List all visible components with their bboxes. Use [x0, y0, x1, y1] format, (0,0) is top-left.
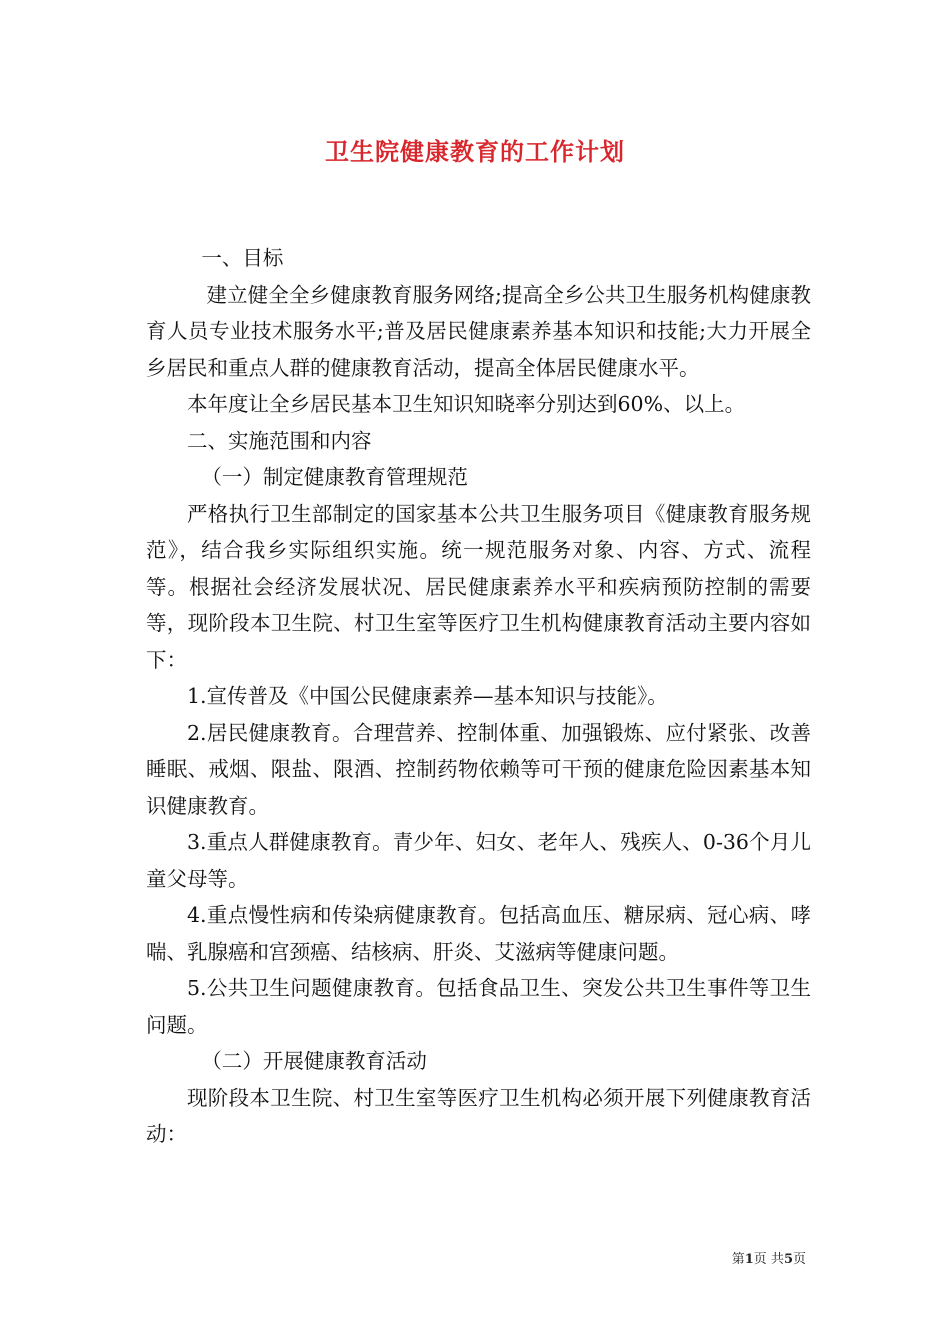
total-page-count: 5 [783, 1252, 793, 1267]
list-item-2: 2.居民健康教育。合理营养、控制体重、加强锻炼、应付紧张、改善睡眠、戒烟、限盐、限酒、控制药物依赖等可干预的健康危险因素基本知识健康教育。 [146, 720, 811, 818]
current-page-number: 1 [744, 1252, 754, 1267]
list-item-1: 1.宣传普及《中国公民健康素养—基本知识与技能》。 [187, 684, 668, 708]
footer-prefix: 第 [731, 1252, 745, 1267]
list-item-3: 3.重点人群健康教育。青少年、妇女、老年人、残疾人、0-36个月儿童父母等。 [146, 830, 811, 891]
document-title: 卫生院健康教育的工作计划 [325, 137, 625, 166]
list-item-5: 5.公共卫生问题健康教育。包括食品卫生、突发公共卫生事件等卫生问题。 [146, 976, 811, 1037]
footer-suffix: 页 [792, 1252, 806, 1267]
section-heading-scope: 二、实施范围和内容 [187, 428, 372, 453]
document-body [146, 240, 811, 1153]
paragraph-goals: 建立健全全乡健康教育服务网络;提高全乡公共卫生服务机构健康教育人员专业技术服务水平;普及居民健康素养基本知识和技能;大力开展全乡居民和重点人群的健康教育活动，提高全体居民健康水平。 [146, 282, 811, 380]
subsection-heading-standards: （一）制定健康教育管理规范 [201, 465, 468, 489]
paragraph-target-rate: 本年度让全乡居民基本卫生知识知晓率分别达到60%、以上。 [187, 392, 746, 416]
subsection-heading-activities: （二）开展健康教育活动 [201, 1049, 427, 1073]
section-heading-goals: 一、目标 [201, 246, 284, 270]
list-item-4: 4.重点慢性病和传染病健康教育。包括高血压、糖尿病、冠心病、哮喘、乳腺癌和宫颈癌、结核病、肝炎、艾滋病等健康问题。 [146, 903, 811, 964]
page-number-footer [0, 1248, 806, 1267]
footer-middle: 页 共 [753, 1252, 784, 1267]
paragraph-standards: 严格执行卫生部制定的国家基本公共卫生服务项目《健康教育服务规范》，结合我乡实际组织实施。统一规范服务对象、内容、方式、流程等。根据社会经济发展状况、居民健康素养水平和疾病预防控制的需要等，现阶段本卫生院、村卫生室等医疗卫生机构健康教育活动主要内容如下： [146, 501, 811, 672]
paragraph-activities: 现阶段本卫生院、村卫生室等医疗卫生机构必须开展下列健康教育活动： [146, 1085, 811, 1146]
